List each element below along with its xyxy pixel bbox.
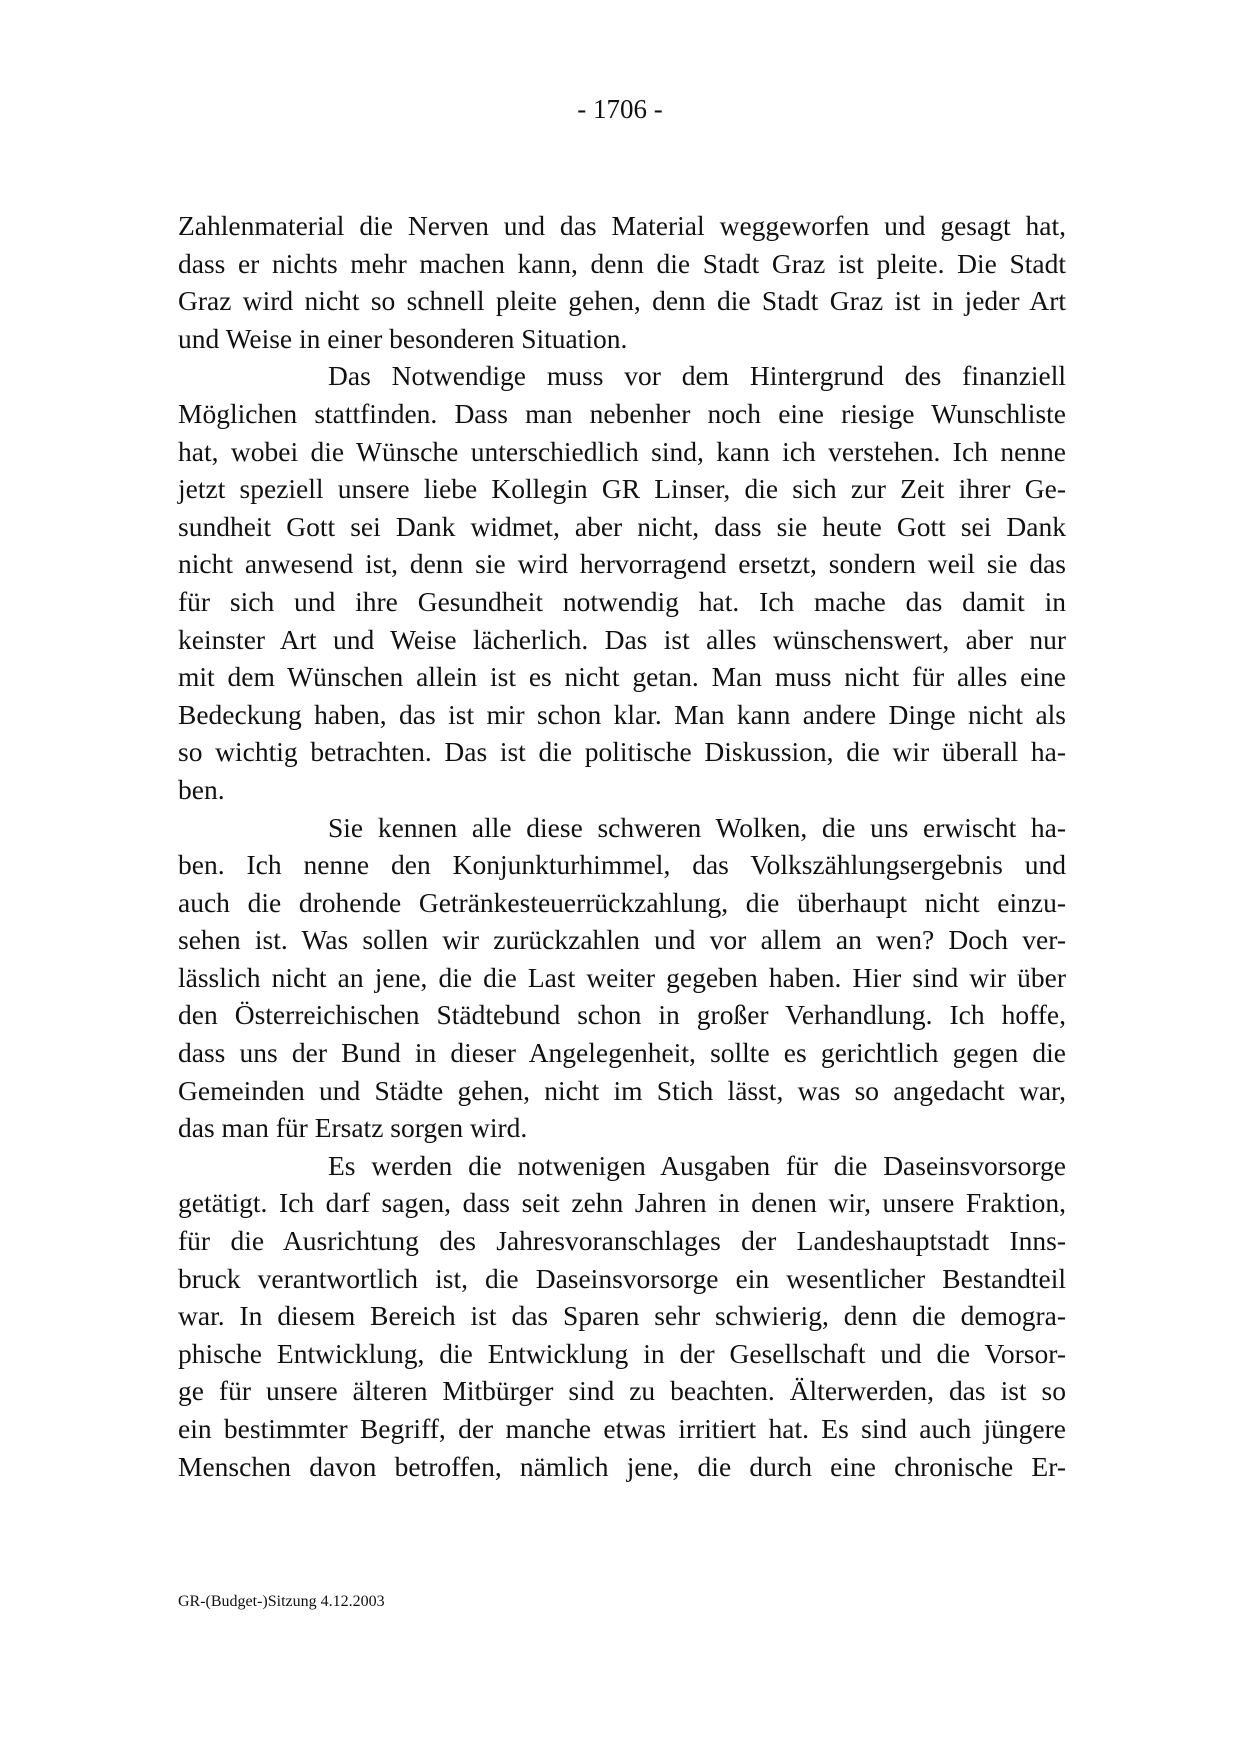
- text-line: so wichtig betrachten. Das ist die politische Diskussion, die wir überall ha-: [178, 736, 1066, 768]
- page-number: - 1706 -: [577, 94, 663, 124]
- text-line: jetzt speziell unsere liebe Kollegin GR Linser, die sich zur Zeit ihrer Ge-: [178, 473, 1066, 505]
- text-line: Möglichen stattfinden. Dass man nebenher noch eine riesige Wunschliste: [178, 397, 1066, 429]
- text-line: ge für unsere älteren Mitbürger sind zu beachten. Älterwerden, das ist so: [178, 1375, 1066, 1407]
- text-line: nicht anwesend ist, denn sie wird hervorragend ersetzt, sondern weil sie das: [178, 548, 1066, 580]
- text-line: für sich und ihre Gesundheit notwendig hat. Ich mache das damit in: [178, 585, 1066, 617]
- text-line: ben.: [178, 773, 225, 805]
- text-line: Menschen davon betroffen, nämlich jene, die durch eine chronische Er-: [178, 1450, 1066, 1482]
- text-line: lässlich nicht an jene, die die Last weiter gegeben haben. Hier sind wir über: [178, 961, 1066, 993]
- text-line: ben. Ich nenne den Konjunkturhimmel, das Volkszählungsergebnis und: [178, 849, 1066, 881]
- paragraph: [178, 1147, 1066, 1485]
- paragraph: [178, 357, 1066, 808]
- text-line: sehen ist. Was sollen wir zurückzahlen und vor allem an wen? Doch ver-: [178, 924, 1066, 956]
- text-line: Es werden die notwenigen Ausgaben für die Daseinsvorsorge: [328, 1149, 1066, 1181]
- text-line: war. In diesem Bereich ist das Sparen sehr schwierig, denn die demogra-: [178, 1300, 1066, 1332]
- paragraph: [178, 207, 1066, 357]
- page-footer: GR-(Budget-)Sitzung 4.12.2003: [178, 1593, 385, 1610]
- text-line: Sie kennen alle diese schweren Wolken, die uns erwischt ha-: [328, 811, 1066, 843]
- text-line: den Österreichischen Städtebund schon in großer Verhandlung. Ich hoffe,: [178, 999, 1066, 1031]
- text-line: Bedeckung haben, das ist mir schon klar. Man kann andere Dinge nicht als: [178, 698, 1066, 730]
- text-line: keinster Art und Weise lächerlich. Das ist alles wünschenswert, aber nur: [178, 623, 1066, 655]
- text-line: für die Ausrichtung des Jahresvoranschlages der Landeshauptstadt Inns-: [178, 1225, 1066, 1257]
- text-line: dass uns der Bund in dieser Angelegenheit, sollte es gerichtlich gegen die: [178, 1037, 1066, 1069]
- document-body: [178, 207, 1066, 1485]
- text-line: hat, wobei die Wünsche unterschiedlich sind, kann ich verstehen. Ich nenne: [178, 435, 1066, 467]
- text-line: und Weise in einer besonderen Situation.: [178, 322, 628, 354]
- text-line: sundheit Gott sei Dank widmet, aber nicht, dass sie heute Gott sei Dank: [178, 510, 1066, 542]
- text-line: das man für Ersatz sorgen wird.: [178, 1112, 528, 1144]
- text-line: ein bestimmter Begriff, der manche etwas irritiert hat. Es sind auch jüngere: [178, 1413, 1066, 1444]
- text-line: Zahlenmaterial die Nerven und das Material weggeworfen und gesagt hat,: [178, 210, 1066, 241]
- text-line: auch die drohende Getränkesteuerrückzahlung, die überhaupt nicht einzu-: [178, 886, 1066, 918]
- text-line: Das Notwendige muss vor dem Hintergrund des finanziell: [328, 360, 1066, 392]
- text-line: Graz wird nicht so schnell pleite gehen, denn die Stadt Graz ist in jeder Art: [178, 285, 1066, 317]
- text-line: bruck verantwortlich ist, die Daseinsvorsorge ein wesentlicher Bestandteil: [178, 1262, 1066, 1294]
- text-line: mit dem Wünschen allein ist es nicht getan. Man muss nicht für alles eine: [178, 661, 1066, 693]
- text-line: phische Entwicklung, die Entwicklung in der Gesellschaft und die Vorsor-: [178, 1337, 1066, 1369]
- paragraph: [178, 809, 1066, 1147]
- text-line: Gemeinden und Städte gehen, nicht im Stich lässt, was so angedacht war,: [178, 1074, 1066, 1106]
- text-line: getätigt. Ich darf sagen, dass seit zehn Jahren in denen wir, unsere Fraktion,: [178, 1187, 1066, 1219]
- text-line: dass er nichts mehr machen kann, denn die Stadt Graz ist pleite. Die Stadt: [178, 247, 1066, 279]
